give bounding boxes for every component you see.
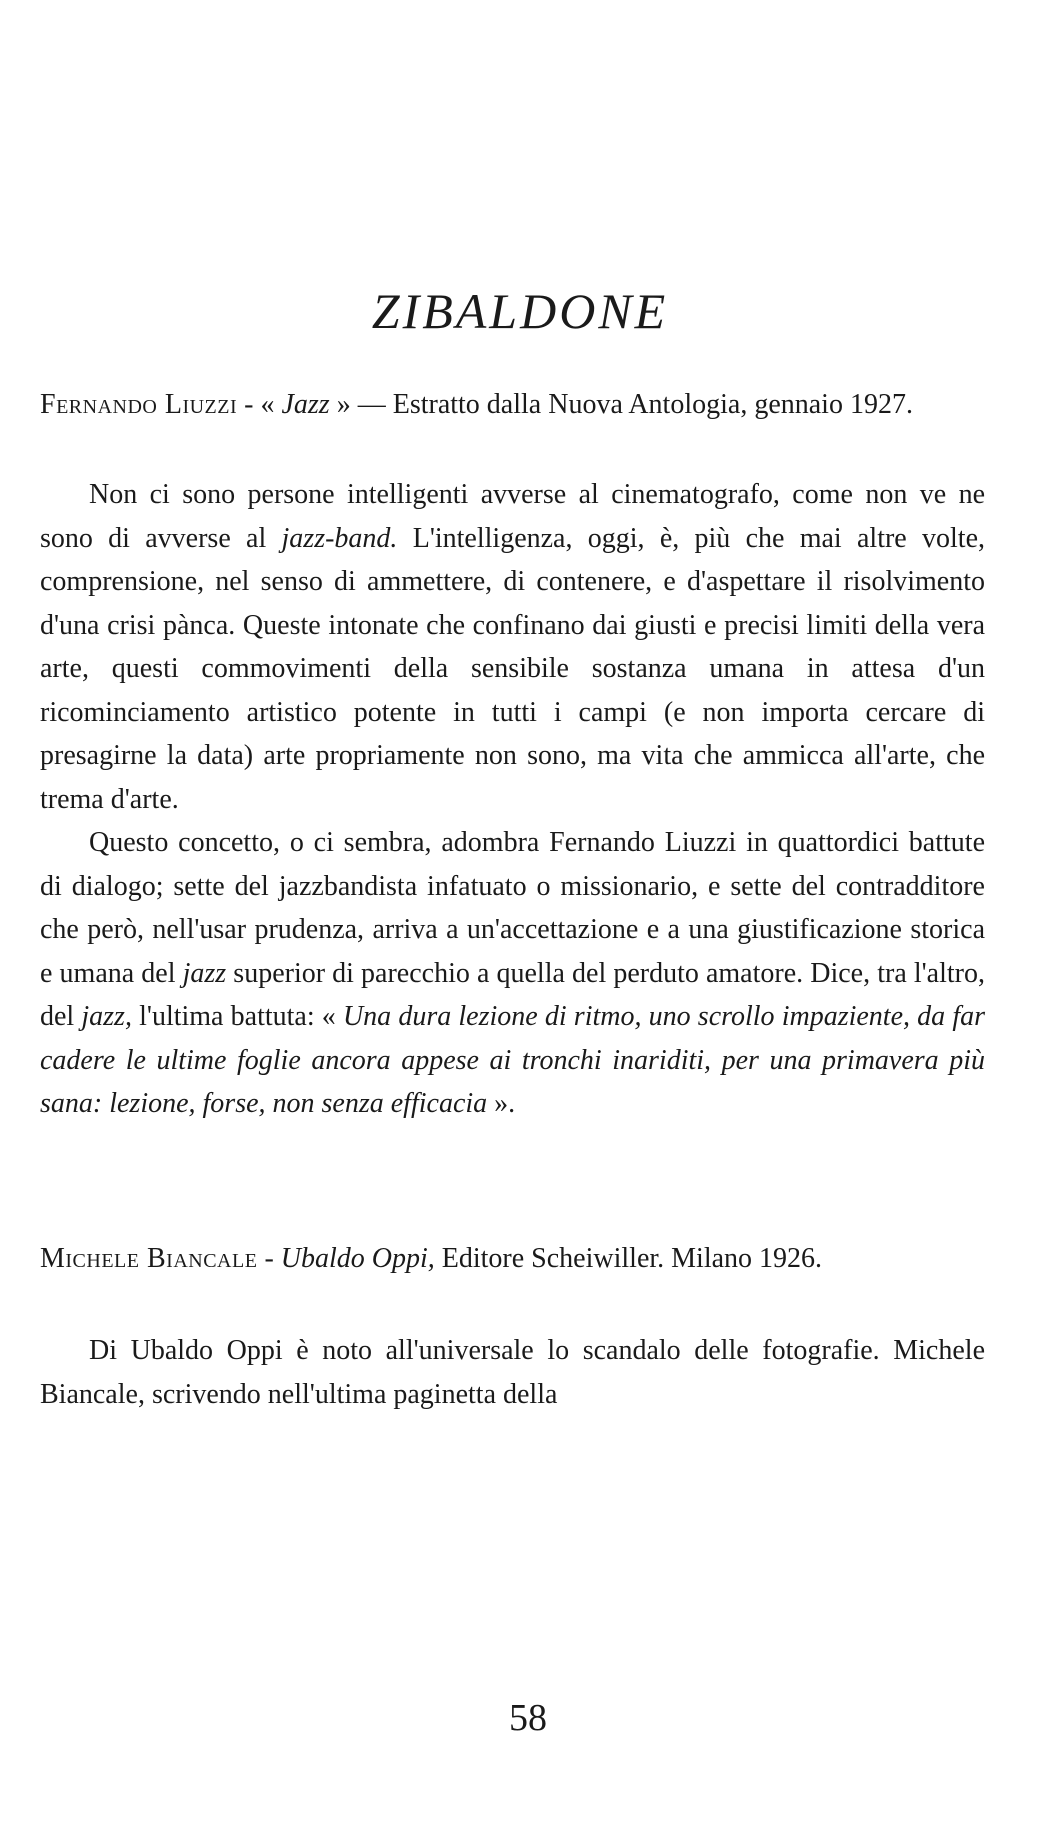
entry-author: Fernando Liuzzi: [40, 389, 238, 420]
entry-details: Editore Scheiwiller. Milano 1926.: [434, 1243, 823, 1274]
page-title: ZIBALDONE: [371, 283, 669, 339]
entry-work-title: Ubaldo Oppi,: [280, 1243, 435, 1274]
entry-work-title: Jazz: [281, 389, 330, 420]
paragraph-text: Non ci sono persone intelligenti avverse al cinematografo, come non ve ne sono di avverse al: [40, 479, 985, 554]
paragraph-text: L'intelligenza, oggi, è, più che mai altre volte, comprensione, nel senso di ammettere, di contenere, e d'aspettare il risolvimento d'una crisi pànca. Queste intonate che confinano dai giusti e precisi limiti della vera arte, questi commovimenti della sensibile sostanza umana in attesa d'un ricominciamento artistico potente in tutti i campi (e non importa cercare di presagirne la data) arte propriamente non sono, ma vita che ammicca all'arte, che trema d'arte.: [40, 522, 986, 815]
paragraph-text: Questo concetto, o ci sembra, adombra Fernando Liuzzi in quattordici battute di dialogo; sette del jazzbandista infatuato o missionario, e sette del contradditore che però, nell'usar prudenza, arriva a un'accettazione e a una giustificazione storica e umana del: [40, 827, 985, 989]
entry-body-liuzzi: [40, 473, 985, 1126]
paragraph-text: Di Ubaldo Oppi è noto all'universale lo scandalo delle fotografie. Michele Biancale, scrivendo nell'ultima paginetta della: [40, 1335, 985, 1410]
entry-separator: -: [257, 1243, 281, 1274]
work-quote-close: »: [329, 389, 351, 420]
entry-author: Michele Biancale: [40, 1243, 258, 1274]
page-number: 58: [509, 1697, 547, 1739]
entry-body-biancale: [40, 1329, 985, 1416]
paragraph: [40, 1329, 985, 1416]
italic-term: jazz: [182, 957, 227, 989]
work-quote-open: «: [260, 389, 282, 420]
paragraph-text: superior di parecchio a quella del perduto amatore. Dice, tra l'altro, del: [40, 957, 985, 1032]
paragraph: [40, 821, 985, 1126]
entry-separator: -: [237, 389, 261, 420]
entry-heading-liuzzi: [40, 383, 1007, 426]
paragraph: [40, 473, 985, 821]
paragraph-text: l'ultima battuta: «: [131, 1001, 343, 1032]
italic-term: jazz,: [81, 1001, 132, 1032]
italic-quotation: Una dura lezione di ritmo, uno scrollo impaziente, da far cadere le ultime foglie ancora appese ai tronchi inariditi, per una primavera più sana: lezione, forse, non senza efficacia: [40, 1001, 986, 1119]
paragraph-text: ».: [487, 1088, 516, 1119]
italic-term: jazz-band.: [281, 522, 398, 554]
entry-details: — Estratto dalla Nuova Antologia, gennaio 1927.: [350, 389, 913, 420]
entry-heading-biancale: [40, 1237, 1007, 1280]
